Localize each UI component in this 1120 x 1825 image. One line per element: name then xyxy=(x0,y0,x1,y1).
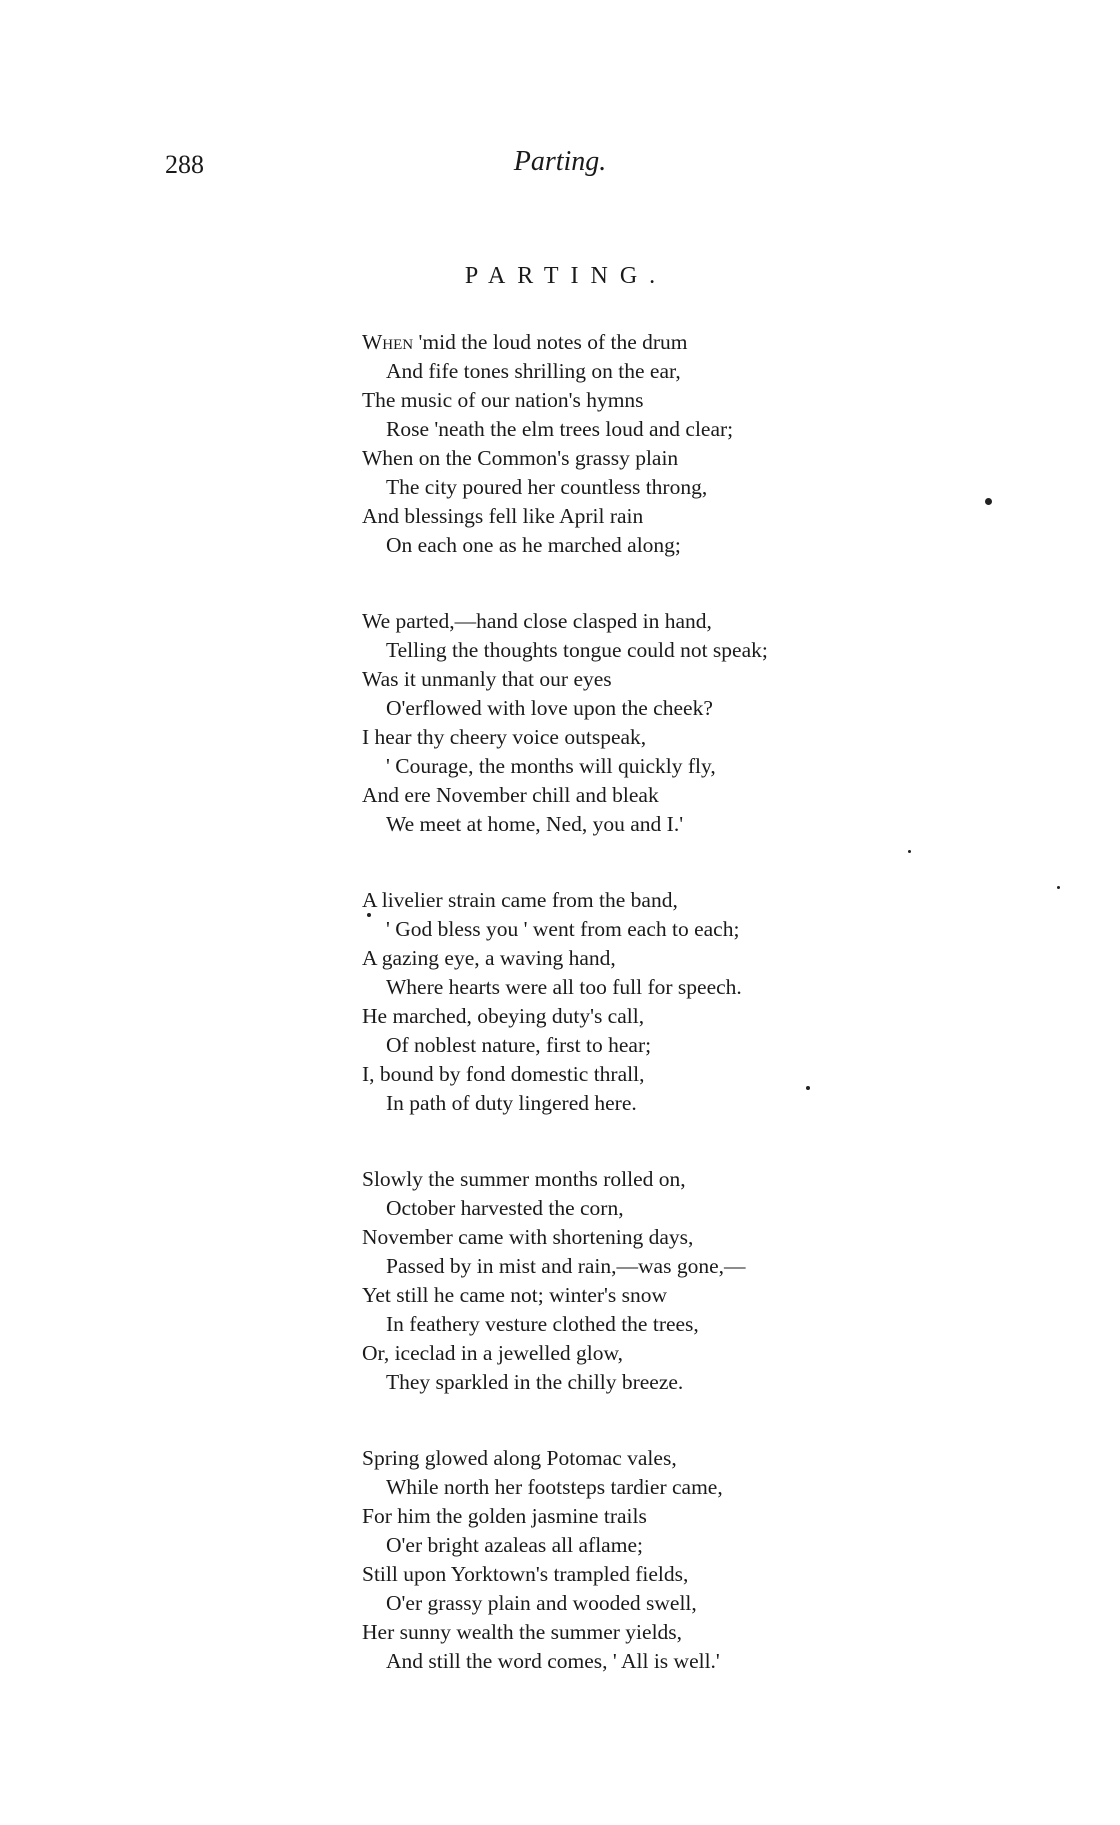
poem-line: Was it unmanly that our eyes xyxy=(362,667,612,691)
stanza-2 xyxy=(362,607,922,839)
poem-line: Yet still he came not; winter's snow xyxy=(362,1283,668,1307)
poem-line: A gazing eye, a waving hand, xyxy=(362,946,616,970)
ink-speck xyxy=(1057,886,1060,889)
poem-title: PARTING. xyxy=(464,263,668,289)
poem-line: He marched, obeying duty's call, xyxy=(362,1004,645,1028)
poem-line-text: 'mid the loud notes of the drum xyxy=(413,330,688,354)
poem-line: Telling the thoughts tongue could not speak; xyxy=(386,638,768,662)
running-title: Parting. xyxy=(513,146,607,177)
poem-line: We meet at home, Ned, you and I.' xyxy=(386,812,684,836)
stanza-5 xyxy=(362,1444,922,1676)
ink-speck xyxy=(367,913,371,917)
stanza-4 xyxy=(362,1165,922,1397)
poem-line: October harvested the corn, xyxy=(386,1196,624,1220)
poem-line: ' Courage, the months will quickly fly, xyxy=(386,754,716,778)
poem-line: I hear thy cheery voice outspeak, xyxy=(362,725,647,749)
poem-line: Rose 'neath the elm trees loud and clear; xyxy=(386,417,734,441)
poem-line: I, bound by fond domestic thrall, xyxy=(362,1062,645,1086)
poem-line xyxy=(362,328,922,357)
poem-line: In path of duty lingered here. xyxy=(386,1091,637,1115)
ink-speck xyxy=(806,1086,810,1090)
poem-line: We parted,—hand close clasped in hand, xyxy=(362,609,712,633)
poem-line: When on the Common's grassy plain xyxy=(362,446,679,470)
poem-line: And fife tones shrilling on the ear, xyxy=(386,359,681,383)
poem-line: A livelier strain came from the band, xyxy=(362,888,678,912)
poem-line: Her sunny wealth the summer yields, xyxy=(362,1620,683,1644)
poem-line: They sparkled in the chilly breeze. xyxy=(386,1370,684,1394)
poem-line: On each one as he marched along; xyxy=(386,533,681,557)
poem-line: The city poured her countless throng, xyxy=(386,475,708,499)
drop-word: When xyxy=(362,330,414,354)
poem-line: Slowly the summer months rolled on, xyxy=(362,1167,686,1191)
poem-line: Still upon Yorktown's trampled fields, xyxy=(362,1562,689,1586)
poem-line: And still the word comes, ' All is well.' xyxy=(386,1649,720,1673)
poem-line: For him the golden jasmine trails xyxy=(362,1504,647,1528)
ink-speck xyxy=(908,850,911,853)
ink-speck xyxy=(985,498,992,505)
poem-line: O'er grassy plain and wooded swell, xyxy=(386,1591,697,1615)
poem-line: ' God bless you ' went from each to each; xyxy=(386,917,740,941)
stanza-1 xyxy=(362,328,922,560)
page-number: 288 xyxy=(165,150,204,179)
poem-line: Of noblest nature, first to hear; xyxy=(386,1033,652,1057)
poem-line: While north her footsteps tardier came, xyxy=(386,1475,723,1499)
poem-line: And blessings fell like April rain xyxy=(362,504,644,528)
poem-line: O'erflowed with love upon the cheek? xyxy=(386,696,713,720)
poem-line: Or, iceclad in a jewelled glow, xyxy=(362,1341,624,1365)
poem-line: In feathery vesture clothed the trees, xyxy=(386,1312,699,1336)
poem-body xyxy=(362,328,922,1723)
poem-line: Spring glowed along Potomac vales, xyxy=(362,1446,677,1470)
poem-line: The music of our nation's hymns xyxy=(362,388,644,412)
poem-line: Where hearts were all too full for speech. xyxy=(386,975,742,999)
poem-line: O'er bright azaleas all aflame; xyxy=(386,1533,643,1557)
poem-line: Passed by in mist and rain,—was gone,— xyxy=(386,1254,746,1278)
stanza-3 xyxy=(362,886,922,1118)
poem-line: November came with shortening days, xyxy=(362,1225,694,1249)
poem-line: And ere November chill and bleak xyxy=(362,783,659,807)
